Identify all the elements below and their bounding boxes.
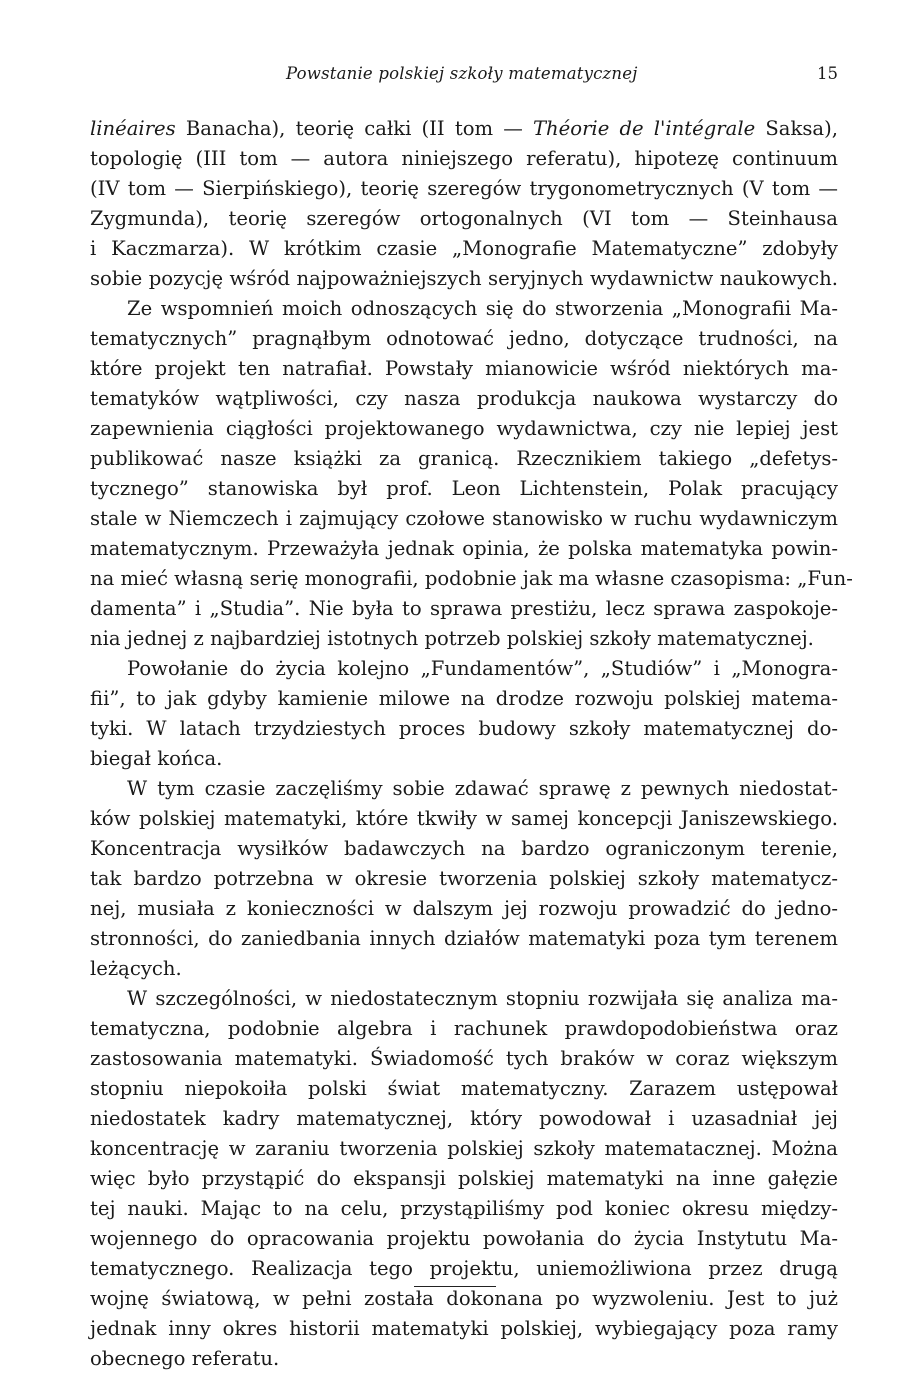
paragraph <box>90 114 838 294</box>
text-line: jednak inny okres historii matematyki polskiej, wybiegający poza ramy <box>90 1317 838 1340</box>
text-line: obecnego referatu. <box>90 1347 280 1370</box>
text-line: nej, musiała z konieczności w dalszym jej rozwoju prowadzić do jedno- <box>90 897 838 920</box>
text-run: Banacha), teorię całki (II tom — <box>175 117 533 140</box>
text-line: tej nauki. Mając to na celu, przystąpiliśmy pod koniec okresu między- <box>90 1197 838 1220</box>
text-line: które projekt ten natrafiał. Powstały mianowicie wśród niektórych ma- <box>90 357 838 380</box>
text-line: topologię (III tom — autora niniejszego referatu), hipotezę continuum <box>90 147 838 170</box>
text-line: Powołanie do życia kolejno „Fundamentów”, „Studiów” i „Monogra- <box>127 657 838 680</box>
running-head <box>90 60 838 90</box>
italic-term: linéaires <box>90 117 176 140</box>
paragraph <box>90 654 838 774</box>
paragraph <box>90 774 838 984</box>
paragraph <box>90 294 853 654</box>
text-line: na mieć własną serię monografii, podobnie jak ma własne czasopisma: „Fun- <box>90 567 853 590</box>
text-line: publikować nasze książki za granicą. Rzecznikiem takiego „defetys- <box>90 447 838 470</box>
text-line: leżących. <box>90 957 182 980</box>
text-line: stopniu niepokoiła polski świat matematyczny. Zarazem ustępował <box>90 1077 838 1100</box>
text-line: nia jednej z najbardziej istotnych potrzeb polskiej szkoły matematycznej. <box>90 627 814 650</box>
text-line: wojnę światową, w pełni została dokonana po wyzwoleniu. Jest to już <box>90 1287 838 1310</box>
body-text <box>90 114 853 1374</box>
text-line: zapewnienia ciągłości projektowanego wydawnictwa, czy nie lepiej jest <box>90 417 838 440</box>
text-line: tyki. W latach trzydziestych proces budowy szkoły matematycznej do- <box>90 717 838 740</box>
text-line: tycznego” stanowiska był prof. Leon Lichtenstein, Polak pracujący <box>90 477 838 500</box>
text-line: W szczególności, w niedostatecznym stopniu rozwijała się analiza ma- <box>127 987 838 1010</box>
text-line: biegał końca. <box>90 747 223 770</box>
text-line: W tym czasie zaczęliśmy sobie zdawać sprawę z pewnych niedostat- <box>127 777 838 800</box>
text-line: tematycznego. Realizacja tego projektu, uniemożliwiona przez drugą <box>90 1257 838 1280</box>
text-line: stronności, do zaniedbania innych działów matematyki poza tym terenem <box>90 927 838 950</box>
text-line: fii”, to jak gdyby kamienie milowe na drodze rozwoju polskiej matema- <box>90 687 838 710</box>
section-end-rule <box>414 1286 496 1287</box>
text-line: tak bardzo potrzebna w okresie tworzenia polskiej szkoły matematycz- <box>90 867 838 890</box>
text-line: stale w Niemczech i zajmujący czołowe stanowisko w ruchu wydawniczym <box>90 507 838 530</box>
text-line: Zygmunda), teorię szeregów ortogonalnych (VI tom — Steinhausa <box>90 207 838 230</box>
italic-title: Théorie de l'intégrale <box>532 117 756 140</box>
text-line: damenta” i „Studia”. Nie była to sprawa prestiżu, lecz sprawa zaspokoje- <box>90 597 838 620</box>
paragraph <box>90 984 838 1374</box>
text-line: (IV tom — Sierpińskiego), teorię szeregów trygonometrycznych (V tom — <box>90 177 838 200</box>
text-line: matematycznym. Przeważyła jednak opinia, że polska matematyka powin- <box>90 537 838 560</box>
text-line: tematyczna, podobnie algebra i rachunek prawdopodobieństwa oraz <box>90 1017 838 1040</box>
text-run: Saksa), <box>755 117 838 140</box>
text-line: i Kaczmarza). W krótkim czasie „Monografie Matematyczne” zdobyły <box>90 237 838 260</box>
text-line: wojennego do opracowania projektu powołania do życia Instytutu Ma- <box>90 1227 838 1250</box>
text-line: niedostatek kadry matematycznej, który powodował i uzasadniał jej <box>90 1107 838 1130</box>
text-line: Koncentracja wysiłków badawczych na bardzo ograniczonym terenie, <box>90 837 838 860</box>
text-line: Ze wspomnień moich odnoszących się do stworzenia „Monografii Ma- <box>127 297 838 320</box>
text-line <box>90 114 838 144</box>
page-number: 15 <box>817 64 838 83</box>
running-title: Powstanie polskiej szkoły matematycznej <box>286 64 638 83</box>
text-line: koncentrację w zaraniu tworzenia polskiej szkoły matematacznej. Można <box>90 1137 838 1160</box>
text-line: tematyków wątpliwości, czy nasza produkcja naukowa wystarczy do <box>90 387 838 410</box>
text-line: ków polskiej matematyki, które tkwiły w samej koncepcji Janiszewskiego. <box>90 807 838 830</box>
text-line: tematycznych” pragnąłbym odnotować jedno, dotyczące trudności, na <box>90 327 838 350</box>
text-line: zastosowania matematyki. Świadomość tych braków w coraz większym <box>90 1047 838 1070</box>
text-line: więc było przystąpić do ekspansji polskiej matematyki na inne gałęzie <box>90 1167 838 1190</box>
text-line: sobie pozycję wśród najpoważniejszych seryjnych wydawnictw naukowych. <box>90 267 838 290</box>
